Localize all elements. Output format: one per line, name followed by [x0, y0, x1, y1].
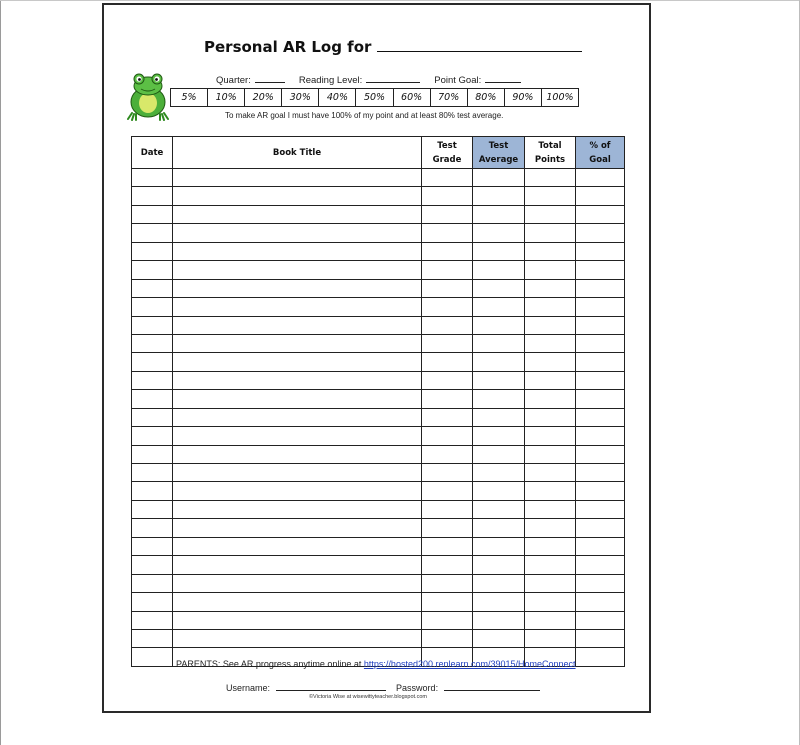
- date-cell: [132, 519, 173, 537]
- test-average-cell: [473, 574, 525, 592]
- book-title-cell: [173, 629, 422, 647]
- book-title-cell: [173, 445, 422, 463]
- date-cell: [132, 556, 173, 574]
- book-title-cell: [173, 205, 422, 223]
- test-grade-cell: [422, 537, 473, 555]
- credentials-row: [226, 681, 540, 693]
- book-title-cell: [173, 298, 422, 316]
- book-title-cell: [173, 353, 422, 371]
- header-test-average-line1: Test: [488, 140, 509, 151]
- table-row: [132, 205, 625, 223]
- total-points-cell: [525, 629, 576, 647]
- test-grade-cell: [422, 611, 473, 629]
- test-grade-cell: [422, 445, 473, 463]
- test-grade-cell: [422, 279, 473, 297]
- percentage-row: [171, 89, 579, 107]
- total-points-cell: [525, 427, 576, 445]
- book-title-cell: [173, 224, 422, 242]
- pct-goal-cell: [576, 371, 625, 389]
- pct-goal-cell: [576, 537, 625, 555]
- header-pct-goal-line2: Goal: [589, 154, 611, 165]
- total-points-cell: [525, 611, 576, 629]
- point-goal-label: Point Goal:: [434, 75, 482, 86]
- book-title-cell: [173, 261, 422, 279]
- pct-goal-cell: [576, 519, 625, 537]
- table-row: [132, 464, 625, 482]
- pct-cell-100: 100%: [541, 89, 578, 107]
- table-row: [132, 611, 625, 629]
- pct-cell-20: 20%: [245, 89, 282, 107]
- total-points-cell: [525, 224, 576, 242]
- test-average-cell: [473, 390, 525, 408]
- table-row: [132, 537, 625, 555]
- book-title-cell: [173, 611, 422, 629]
- credit-line: ©Victoria Wise at wisewittyteacher.blogspot.com: [309, 694, 427, 700]
- book-title-cell: [173, 574, 422, 592]
- quarter-label: Quarter:: [216, 75, 251, 86]
- book-title-cell: [173, 482, 422, 500]
- test-average-cell: [473, 187, 525, 205]
- table-row: [132, 279, 625, 297]
- test-average-cell: [473, 556, 525, 574]
- document-page: [102, 3, 651, 713]
- pct-goal-cell: [576, 482, 625, 500]
- pct-goal-cell: [576, 574, 625, 592]
- date-cell: [132, 371, 173, 389]
- total-points-cell: [525, 519, 576, 537]
- reading-log-table: [131, 136, 625, 667]
- pct-goal-cell: [576, 408, 625, 426]
- password-label: Password:: [396, 683, 439, 693]
- date-cell: [132, 464, 173, 482]
- date-cell: [132, 537, 173, 555]
- header-test-average: [473, 137, 525, 169]
- test-grade-cell: [422, 224, 473, 242]
- pct-cell-60: 60%: [393, 89, 430, 107]
- pct-goal-cell: [576, 629, 625, 647]
- pct-goal-cell: [576, 500, 625, 518]
- reading-level-blank: [366, 73, 420, 83]
- test-average-cell: [473, 334, 525, 352]
- date-cell: [132, 482, 173, 500]
- pct-cell-70: 70%: [430, 89, 467, 107]
- test-average-cell: [473, 611, 525, 629]
- table-row: [132, 593, 625, 611]
- test-grade-cell: [422, 261, 473, 279]
- parents-text: PARENTS: See AR progress anytime online at: [176, 659, 364, 669]
- quarter-blank: [255, 73, 285, 83]
- table-row: [132, 390, 625, 408]
- test-average-cell: [473, 500, 525, 518]
- test-grade-cell: [422, 574, 473, 592]
- test-grade-cell: [422, 427, 473, 445]
- test-grade-cell: [422, 556, 473, 574]
- pct-goal-cell: [576, 390, 625, 408]
- test-average-cell: [473, 261, 525, 279]
- table-row: [132, 261, 625, 279]
- book-title-cell: [173, 427, 422, 445]
- password-blank: [444, 681, 540, 691]
- total-points-cell: [525, 445, 576, 463]
- test-average-cell: [473, 169, 525, 187]
- test-grade-cell: [422, 482, 473, 500]
- test-average-cell: [473, 279, 525, 297]
- pct-goal-cell: [576, 464, 625, 482]
- test-grade-cell: [422, 519, 473, 537]
- pct-cell-50: 50%: [356, 89, 393, 107]
- total-points-cell: [525, 593, 576, 611]
- header-pct-goal: [576, 137, 625, 169]
- table-row: [132, 187, 625, 205]
- book-title-cell: [173, 169, 422, 187]
- pct-cell-10: 10%: [208, 89, 245, 107]
- title-text: Personal AR Log for: [204, 38, 372, 56]
- date-cell: [132, 408, 173, 426]
- header-test-average-line2: Average: [478, 154, 519, 165]
- test-average-cell: [473, 593, 525, 611]
- table-row: [132, 556, 625, 574]
- reading-level-label: Reading Level:: [298, 75, 363, 86]
- username-label: Username:: [226, 683, 271, 693]
- percentage-table: [170, 88, 579, 107]
- test-average-cell: [473, 445, 525, 463]
- pct-goal-cell: [576, 353, 625, 371]
- date-cell: [132, 279, 173, 297]
- log-body: [132, 169, 625, 667]
- table-row: [132, 629, 625, 647]
- date-cell: [132, 390, 173, 408]
- test-average-cell: [473, 316, 525, 334]
- total-points-cell: [525, 408, 576, 426]
- name-blank-line: [377, 37, 582, 52]
- test-grade-cell: [422, 353, 473, 371]
- test-average-cell: [473, 224, 525, 242]
- window-left-edge: [0, 0, 1, 745]
- test-grade-cell: [422, 464, 473, 482]
- header-total-points: [525, 137, 576, 169]
- frog-icon: [126, 69, 170, 121]
- date-cell: [132, 648, 173, 666]
- table-row: [132, 574, 625, 592]
- pct-goal-cell: [576, 298, 625, 316]
- total-points-cell: [525, 574, 576, 592]
- test-grade-cell: [422, 408, 473, 426]
- test-average-cell: [473, 408, 525, 426]
- test-average-cell: [473, 482, 525, 500]
- table-row: [132, 169, 625, 187]
- test-average-cell: [473, 371, 525, 389]
- test-grade-cell: [422, 334, 473, 352]
- header-pct-goal-line1: % of: [589, 140, 611, 151]
- book-title-cell: [173, 242, 422, 260]
- table-row: [132, 316, 625, 334]
- test-grade-cell: [422, 298, 473, 316]
- date-cell: [132, 353, 173, 371]
- page-title: [204, 37, 582, 56]
- date-cell: [132, 629, 173, 647]
- header-total-points-line2: Points: [534, 154, 566, 165]
- test-grade-cell: [422, 593, 473, 611]
- table-row: [132, 242, 625, 260]
- test-grade-cell: [422, 390, 473, 408]
- test-average-cell: [473, 427, 525, 445]
- pct-cell-30: 30%: [282, 89, 319, 107]
- date-cell: [132, 224, 173, 242]
- total-points-cell: [525, 242, 576, 260]
- date-cell: [132, 298, 173, 316]
- test-grade-cell: [422, 169, 473, 187]
- username-blank: [276, 681, 386, 691]
- header-date: Date: [132, 137, 173, 169]
- date-cell: [132, 205, 173, 223]
- book-title-cell: [173, 556, 422, 574]
- book-title-cell: [173, 408, 422, 426]
- goal-note: To make AR goal I must have 100% of my point and at least 80% test average.: [225, 111, 504, 120]
- date-cell: [132, 187, 173, 205]
- pct-goal-cell: [576, 261, 625, 279]
- date-cell: [132, 334, 173, 352]
- pct-goal-cell: [576, 334, 625, 352]
- test-average-cell: [473, 205, 525, 223]
- pct-goal-cell: [576, 316, 625, 334]
- total-points-cell: [525, 205, 576, 223]
- total-points-cell: [525, 500, 576, 518]
- book-title-cell: [173, 334, 422, 352]
- test-average-cell: [473, 537, 525, 555]
- table-row: [132, 445, 625, 463]
- pct-cell-90: 90%: [504, 89, 541, 107]
- log-header-row: [132, 137, 625, 169]
- test-average-cell: [473, 298, 525, 316]
- pct-goal-cell: [576, 242, 625, 260]
- total-points-cell: [525, 261, 576, 279]
- header-book-title: Book Title: [173, 137, 422, 169]
- header-test-grade: [422, 137, 473, 169]
- table-row: [132, 500, 625, 518]
- total-points-cell: [525, 316, 576, 334]
- book-title-cell: [173, 279, 422, 297]
- book-title-cell: [173, 316, 422, 334]
- test-grade-cell: [422, 371, 473, 389]
- date-cell: [132, 593, 173, 611]
- test-grade-cell: [422, 205, 473, 223]
- pct-cell-80: 80%: [467, 89, 504, 107]
- total-points-cell: [525, 537, 576, 555]
- date-cell: [132, 427, 173, 445]
- test-grade-cell: [422, 187, 473, 205]
- pct-cell-5: 5%: [171, 89, 208, 107]
- book-title-cell: [173, 390, 422, 408]
- pct-goal-cell: [576, 611, 625, 629]
- window-top-edge: [0, 0, 800, 1]
- header-test-grade-line1: Test: [437, 140, 457, 151]
- header-total-points-line1: Total: [538, 140, 562, 151]
- date-cell: [132, 261, 173, 279]
- total-points-cell: [525, 279, 576, 297]
- book-title-cell: [173, 519, 422, 537]
- info-row: [216, 73, 535, 86]
- test-average-cell: [473, 464, 525, 482]
- test-average-cell: [473, 353, 525, 371]
- book-title-cell: [173, 500, 422, 518]
- test-grade-cell: [422, 500, 473, 518]
- table-row: [132, 427, 625, 445]
- pct-goal-cell: [576, 427, 625, 445]
- table-row: [132, 353, 625, 371]
- date-cell: [132, 242, 173, 260]
- test-grade-cell: [422, 316, 473, 334]
- pct-goal-cell: [576, 224, 625, 242]
- test-grade-cell: [422, 242, 473, 260]
- date-cell: [132, 316, 173, 334]
- homeconnect-link[interactable]: https://hosted200.renlearn.com/39015/HomeConnect: [363, 659, 576, 669]
- book-title-cell: [173, 187, 422, 205]
- total-points-cell: [525, 169, 576, 187]
- pct-goal-cell: [576, 187, 625, 205]
- book-title-cell: [173, 371, 422, 389]
- table-row: [132, 224, 625, 242]
- book-title-cell: [173, 593, 422, 611]
- test-average-cell: [473, 519, 525, 537]
- parents-note: [176, 659, 576, 669]
- pct-goal-cell: [576, 205, 625, 223]
- pct-goal-cell: [576, 445, 625, 463]
- date-cell: [132, 611, 173, 629]
- table-row: [132, 334, 625, 352]
- pct-goal-cell: [576, 648, 625, 666]
- total-points-cell: [525, 334, 576, 352]
- test-average-cell: [473, 629, 525, 647]
- date-cell: [132, 445, 173, 463]
- date-cell: [132, 169, 173, 187]
- table-row: [132, 408, 625, 426]
- table-row: [132, 519, 625, 537]
- total-points-cell: [525, 353, 576, 371]
- total-points-cell: [525, 464, 576, 482]
- book-title-cell: [173, 537, 422, 555]
- book-title-cell: [173, 464, 422, 482]
- total-points-cell: [525, 556, 576, 574]
- total-points-cell: [525, 187, 576, 205]
- table-row: [132, 298, 625, 316]
- total-points-cell: [525, 390, 576, 408]
- pct-goal-cell: [576, 593, 625, 611]
- date-cell: [132, 500, 173, 518]
- table-row: [132, 371, 625, 389]
- test-grade-cell: [422, 629, 473, 647]
- date-cell: [132, 574, 173, 592]
- pct-cell-40: 40%: [319, 89, 356, 107]
- total-points-cell: [525, 298, 576, 316]
- point-goal-blank: [485, 73, 521, 83]
- pct-goal-cell: [576, 169, 625, 187]
- total-points-cell: [525, 482, 576, 500]
- test-average-cell: [473, 242, 525, 260]
- pct-goal-cell: [576, 279, 625, 297]
- header-test-grade-line2: Grade: [432, 154, 462, 165]
- pct-goal-cell: [576, 556, 625, 574]
- table-row: [132, 482, 625, 500]
- total-points-cell: [525, 371, 576, 389]
